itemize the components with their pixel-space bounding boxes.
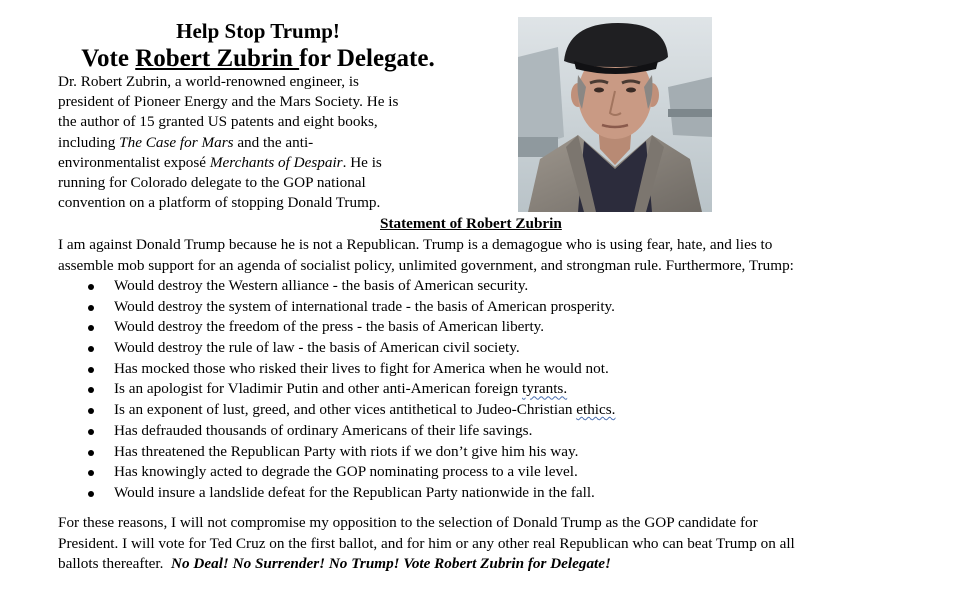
bio-text: including — [58, 133, 120, 151]
closing-paragraph — [58, 513, 958, 575]
bio-text: . He is — [342, 153, 382, 171]
list-item — [58, 442, 615, 463]
bullet-icon — [88, 470, 94, 476]
slogan: No Deal! No Surrender! No Trump! Vote Robert Zubrin for Delegate! — [171, 555, 611, 572]
closing-line: For these reasons, I will not compromise my opposition to the selection of Donald Trump as the GOP candidate for — [58, 514, 758, 531]
bullet-icon — [88, 346, 94, 352]
bullet-icon — [88, 408, 94, 414]
list-item — [58, 462, 615, 483]
list-item — [58, 338, 615, 359]
subheadline-suffix: for Delegate. — [299, 45, 435, 72]
statement-title: Statement of Robert Zubrin — [380, 215, 562, 232]
grievance-list — [58, 276, 615, 504]
bio-line: president of Pioneer Energy and the Mars Society. He is — [58, 93, 399, 111]
candidate-photo — [518, 17, 712, 212]
book-title-case-for-mars: The Case for Mars — [119, 133, 234, 151]
headline: Help Stop Trump! — [176, 19, 340, 43]
bio-text: and the anti- — [233, 133, 314, 151]
bio-paragraph — [58, 72, 498, 213]
bio-line: running for Colorado delegate to the GOP national — [58, 174, 366, 192]
bio-line — [58, 133, 498, 153]
list-item — [58, 483, 615, 504]
list-item-text: Would destroy the rule of law - the basis of American civil society. — [114, 339, 520, 357]
spellcheck-marked-word: tyrants. — [522, 380, 568, 398]
bullet-icon — [88, 325, 94, 331]
list-item-text: Would destroy the system of international trade - the basis of American prosperity. — [114, 297, 615, 315]
list-item-text: Has threatened the Republican Party with riots if we don’t give him his way. — [114, 442, 579, 460]
list-item-text: Has mocked those who risked their lives to fight for America when he would not. — [114, 359, 609, 377]
list-item — [58, 276, 615, 297]
list-item-text: Would insure a landslide defeat for the Republican Party nationwide in the fall. — [114, 483, 595, 501]
list-item-text: Has knowingly acted to degrade the GOP nominating process to a vile level. — [114, 463, 578, 481]
closing-text: ballots thereafter. — [58, 555, 172, 572]
list-item — [58, 421, 615, 442]
list-item-text: Has defrauded thousands of ordinary Americans of their life savings. — [114, 421, 533, 439]
subheadline-prefix: Vote — [81, 45, 136, 72]
intro-line: I am against Donald Trump because he is not a Republican. Trump is a demagogue who is using fear, hate, and lies to — [58, 236, 773, 253]
list-item — [58, 359, 615, 380]
candidate-name: Robert Zubrin — [135, 45, 300, 72]
subheadline — [58, 44, 458, 74]
list-item — [58, 297, 615, 318]
book-title-merchants-of-despair: Merchants of Despair — [209, 153, 343, 171]
list-item — [58, 379, 615, 400]
bio-line: convention on a platform of stopping Donald Trump. — [58, 194, 381, 212]
list-item-text: Is an exponent of lust, greed, and other vices antithetical to Judeo-Christian — [114, 401, 577, 419]
spellcheck-marked-word: ethics. — [576, 401, 616, 419]
bio-line: Dr. Robert Zubrin, a world-renowned engineer, is — [58, 73, 359, 90]
list-item — [58, 400, 615, 421]
list-item-text: Would destroy the freedom of the press - the basis of American liberty. — [114, 318, 545, 336]
bio-line: the author of 15 granted US patents and eight books, — [58, 113, 378, 131]
bullet-icon — [88, 284, 94, 290]
list-item-text: Is an apologist for Vladimir Putin and other anti-American foreign — [114, 380, 522, 398]
flyer-header — [58, 18, 458, 74]
bullet-icon — [88, 305, 94, 311]
bullet-icon — [88, 367, 94, 373]
list-item-text: Would destroy the Western alliance - the basis of American security. — [114, 277, 529, 294]
closing-line — [58, 554, 958, 575]
portrait-photo-icon — [518, 17, 712, 212]
bullet-icon — [88, 429, 94, 435]
statement-intro — [58, 235, 958, 276]
bio-text: environmentalist exposé — [58, 153, 210, 171]
bullet-icon — [88, 387, 94, 393]
closing-line: President. I will vote for Ted Cruz on the first ballot, and for him or any other real Republican who can beat Trump on all — [58, 534, 795, 552]
bullet-icon — [88, 491, 94, 497]
bullet-icon — [88, 450, 94, 456]
list-item — [58, 317, 615, 338]
bio-line — [58, 153, 498, 173]
intro-line: assemble mob support for an agenda of socialist policy, unlimited government, and strongman rule. Furthermore, Trump: — [58, 256, 794, 274]
